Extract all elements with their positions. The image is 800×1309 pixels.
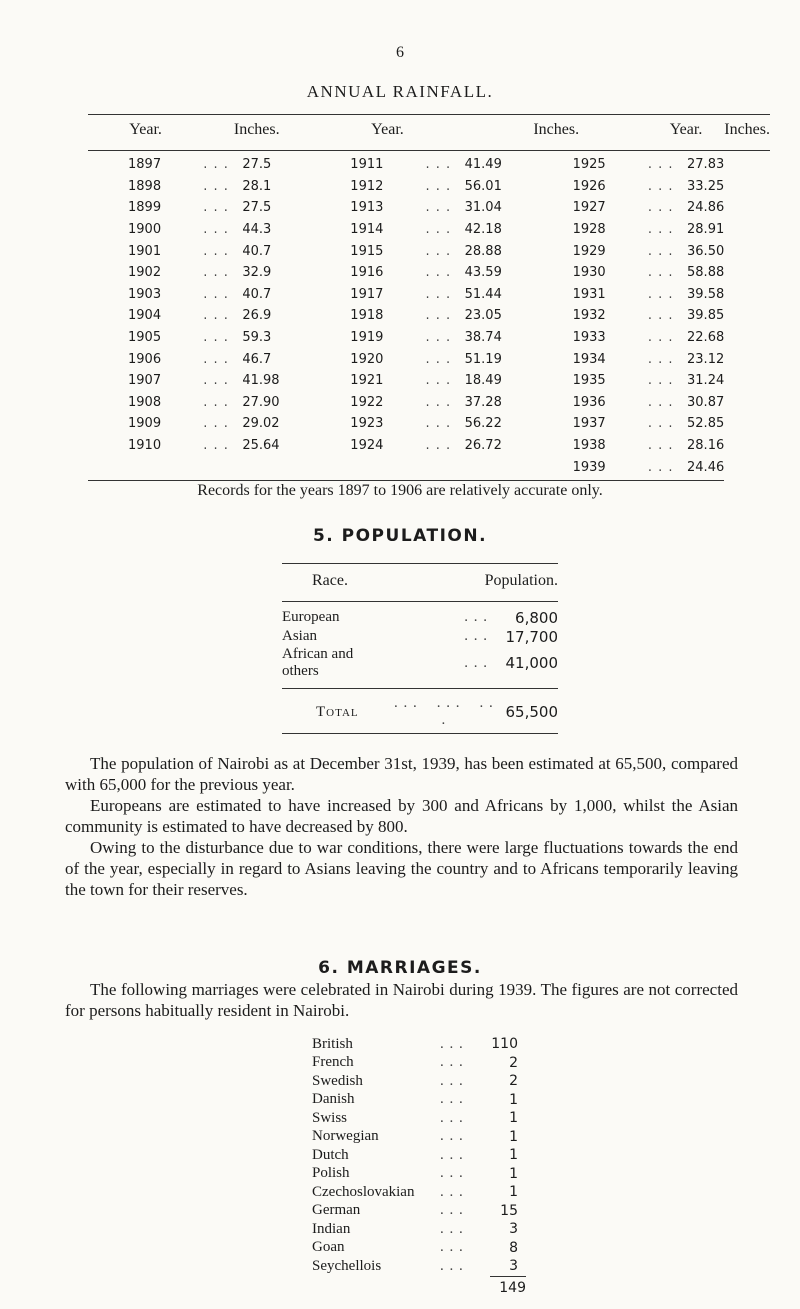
rainfall-inches-cell [242,456,310,480]
rainfall-year-cell [310,456,425,480]
population-total-row: Total . . . . . . . . . 65,500 [282,689,558,734]
rainfall-inches-cell: 31.24 [687,373,725,389]
rainfall-year-cell: 1936 [572,394,606,410]
rainfall-year-cell: 1904 [128,308,162,324]
rainfall-year-cell: 1914 [350,222,384,238]
marriage-nationality: Norwegian [312,1128,379,1145]
rainfall-year-cell: 1927 [572,200,606,216]
marriage-count: 1 [509,1165,518,1182]
rainfall-inches-cell: 42.18 [464,222,502,238]
population-row: African and others . . . 41,000 [282,646,558,689]
rainfall-year-cell: 1928 [572,222,606,238]
population-row: Asian . . . 17,700 [282,627,558,646]
rainfall-year-cell: 1915 [350,243,384,259]
rainfall-year-cell: 1913 [350,200,384,216]
rainfall-inches-cell: 24.46 [687,456,724,480]
rainfall-year-cell: 1930 [572,265,606,281]
rainfall-inches-cell: 18.49 [464,373,502,389]
rainfall-inches-cell: 58.88 [687,265,725,281]
marriages-heading: 6. MARRIAGES. [318,958,482,978]
rainfall-inches-cell: 28.1 [242,178,272,194]
population-row: European . . . 6,800 [282,602,558,628]
page-number: 6 [396,44,404,61]
rainfall-year-cell: 1911 [350,157,384,173]
rainfall-inches-cell: 32.9 [242,265,272,281]
rainfall-inches-cell: 23.05 [464,308,502,324]
rainfall-inches-cell: 27.5 [242,157,272,173]
rainfall-inches-cell: 40.7 [242,243,272,259]
marriage-row: French . . . 2 [312,1054,518,1071]
rainfall-inches-cell: 29.02 [242,416,280,432]
rainfall-inches-cell: 30.87 [687,394,725,410]
rainfall-year-cell: 1919 [350,330,384,346]
rainfall-year-cell: 1932 [572,308,606,324]
rainfall-row: 1897 . . . 27.5 1911 . . . 41.49 1925 . . . 27.83 [88,151,770,176]
rainfall-row: 1902 . . . 32.9 1916 . . . 43.59 1930 . . . 58.88 [88,262,770,284]
rainfall-year-cell [88,456,203,480]
rainfall-year-cell: 1937 [572,416,606,432]
population-total-value: 65,500 [496,689,558,734]
marriage-row: Polish . . . 1 [312,1165,518,1182]
marriage-count: 1 [509,1147,518,1164]
rainfall-year-cell: 1921 [350,373,384,389]
rainfall-inches-cell: 26.72 [464,438,502,454]
population-paragraph-2: Europeans are estimated to have increased by 300 and Africans by 1,000, whilst the Asian community is estimated to have decreased by 800. [65,796,738,836]
marriage-count: 110 [491,1036,518,1053]
rainfall-inches-cell: 37.28 [464,394,502,410]
marriage-count: 3 [509,1258,518,1275]
marriage-row: Indian . . . 3 [312,1220,518,1238]
population-total-label: Total [282,689,392,734]
rainfall-year-cell: 1938 [572,438,606,454]
rainfall-row: 1908 . . . 27.90 1922 . . . 37.28 1936 . . . 30.87 [88,392,770,414]
rainfall-inches-cell: 51.44 [464,286,502,302]
population-table [282,563,558,734]
rainfall-row: 1900 . . . 44.3 1914 . . . 42.18 1928 . . . 28.91 [88,219,770,241]
rainfall-year-cell: 1931 [572,286,606,302]
marriage-row: Swiss . . . 1 [312,1109,518,1127]
rainfall-inches-cell: 44.3 [242,222,272,238]
rainfall-year-cell: 1901 [128,243,162,259]
rainfall-inches-cell: 22.68 [687,330,725,346]
marriage-count: 1 [509,1128,518,1145]
rainfall-inches-cell: 39.85 [687,308,725,324]
rainfall-inches-cell: 39.58 [687,286,725,302]
rainfall-year-cell: 1924 [350,438,384,454]
rainfall-inches-cell: 36.50 [687,243,725,259]
marriages-total: 149 [499,1280,526,1296]
rainfall-inches-cell: 56.22 [464,416,502,432]
marriage-row: Swedish . . . 2 [312,1072,518,1090]
rainfall-year-cell: 1920 [350,351,384,367]
rainfall-inches-cell: 31.04 [464,200,502,216]
rainfall-year-cell: 1907 [128,373,162,389]
marriage-count: 1 [509,1184,518,1201]
rainfall-inches-cell: 26.9 [242,308,272,324]
marriage-row: British . . . 110 [312,1035,518,1053]
rainfall-inches-cell: 28.16 [687,438,725,454]
population-value: 41,000 [505,654,558,672]
marriage-count: 1 [509,1110,518,1127]
rainfall-inches-cell: 25.64 [242,438,280,454]
header-year-1: Year. [88,115,203,151]
marriage-nationality: Swiss [312,1109,348,1126]
rainfall-year-cell: 1912 [350,178,384,194]
marriage-row: Czechoslovakian . . . 1 [312,1183,518,1201]
rainfall-year-cell: 1916 [350,265,384,281]
marriage-row: Dutch . . . 1 [312,1146,518,1164]
marriages-table [312,1035,518,1276]
marriage-row: Seychellois . . . 3 [312,1257,518,1275]
rainfall-row: 1899 . . . 27.5 1913 . . . 31.04 1927 . . . 24.86 [88,197,770,219]
rainfall-year-cell: 1903 [128,286,162,302]
rainfall-year-cell: 1900 [128,222,162,238]
marriage-nationality: Polish [312,1165,350,1182]
marriage-count: 8 [509,1239,518,1256]
rainfall-row: 1939 . . . 24.46 [88,456,770,480]
marriage-nationality: Seychellois [312,1257,382,1274]
population-race: Asian [282,628,317,644]
marriages-intro: The following marriages were celebrated in Nairobi during 1939. The figures are not corrected for persons habitually resident in Nairobi. [65,980,738,1020]
rainfall-inches-cell: 23.12 [687,351,725,367]
marriage-row: Norwegian . . . 1 [312,1128,518,1145]
header-year-3: Year. [648,115,724,151]
marriage-count: 2 [509,1073,518,1090]
rainfall-year-cell: 1898 [128,178,162,194]
rainfall-year-cell: 1899 [128,200,162,216]
rainfall-inches-cell: 28.91 [687,222,725,238]
rainfall-row: 1909 . . . 29.02 1923 . . . 56.22 1937 . . . 52.85 [88,413,770,435]
rainfall-inches-cell: 43.59 [464,265,502,281]
population-paragraph-1: The population of Nairobi as at December 31st, 1939, has been estimated at 65,500, compared with 65,000 for the previous year. [65,754,738,794]
rainfall-inches-cell: 27.5 [242,200,272,216]
rainfall-inches-cell: 27.90 [242,394,280,410]
rainfall-year-cell: 1929 [572,243,606,259]
rainfall-year-cell: 1905 [128,330,162,346]
population-value: 6,800 [515,608,558,627]
rainfall-year-cell: 1909 [128,416,162,432]
marriage-nationality: French [312,1054,354,1071]
population-paragraph-3: Owing to the disturbance due to war conditions, there were large fluctuations towards the end of the year, especially in regard to Asians leaving the country and to Africans temporarily leaving the town for their reserves. [65,838,738,899]
rainfall-table [88,114,770,481]
rainfall-inches-cell: 52.85 [687,416,725,432]
rainfall-year-cell: 1925 [572,157,606,173]
rainfall-row: 1906 . . . 46.7 1920 . . . 51.19 1934 . . . 23.12 [88,348,770,370]
rainfall-inches-cell: 56.01 [464,178,502,194]
rainfall-inches-cell: 59.3 [242,330,272,346]
rainfall-row: 1905 . . . 59.3 1919 . . . 38.74 1933 . . . 22.68 [88,327,770,349]
rainfall-row: 1904 . . . 26.9 1918 . . . 23.05 1932 . . . 39.85 [88,305,770,327]
rainfall-body [88,151,770,481]
rainfall-year-cell: 1917 [350,286,384,302]
rainfall-row: 1898 . . . 28.1 1912 . . . 56.01 1926 . . . 33.25 [88,176,770,198]
marriage-nationality: Indian [312,1220,351,1237]
rainfall-title: ANNUAL RAINFALL. [306,82,494,101]
marriage-nationality: Goan [312,1239,345,1256]
marriage-count: 2 [509,1054,518,1071]
rainfall-row: 1901 . . . 40.7 1915 . . . 28.88 1929 . . . 36.50 [88,240,770,262]
rainfall-year-cell: 1918 [350,308,384,324]
rainfall-year-cell: 1902 [128,265,162,281]
marriage-nationality: Czechoslovakian [312,1183,415,1200]
rainfall-row: 1903 . . . 40.7 1917 . . . 51.44 1931 . . . 39.58 [88,284,770,306]
rainfall-year-cell: 1906 [128,351,162,367]
header-inches-2: Inches. [465,115,648,151]
population-value: 17,700 [505,627,558,646]
marriages-body [312,1035,518,1276]
population-race: African and others [282,646,354,679]
rainfall-inches-cell: 27.83 [687,157,725,173]
marriage-row: Danish . . . 1 [312,1091,518,1108]
rainfall-note: Records for the years 1897 to 1906 are relatively accurate only. [197,482,603,499]
header-year-2: Year. [310,115,464,151]
rainfall-year-cell: 1910 [128,438,162,454]
rainfall-year-cell: 1922 [350,394,384,410]
rainfall-inches-cell: 46.7 [242,351,272,367]
header-inches-1: Inches. [203,115,310,151]
rainfall-year-cell: 1939 [533,456,648,480]
rainfall-inches-cell: 33.25 [687,178,725,194]
rainfall-year-cell: 1926 [572,178,606,194]
marriage-nationality: German [312,1202,361,1219]
rainfall-inches-cell: 24.86 [687,200,725,216]
rainfall-year-cell: 1933 [572,330,606,346]
rainfall-inches-cell: 40.7 [242,286,272,302]
marriage-nationality: Danish [312,1091,355,1108]
rainfall-year-cell: 1935 [572,373,606,389]
population-heading: 5. POPULATION. [312,526,488,546]
marriage-row: Goan . . . 8 [312,1239,518,1256]
marriage-nationality: Swedish [312,1072,363,1089]
marriage-row: German . . . 15 [312,1202,518,1219]
marriage-count: 3 [509,1221,518,1238]
marriages-total-rule [490,1276,526,1277]
rainfall-header-row [88,115,770,151]
header-inches-3: Inches. [724,115,770,151]
rainfall-inches-cell: 38.74 [464,330,502,346]
marriage-nationality: Dutch [312,1146,349,1163]
rainfall-inches-cell [465,456,533,480]
marriage-count: 15 [500,1202,518,1219]
rainfall-year-cell: 1934 [572,351,606,367]
rainfall-row: 1907 . . . 41.98 1921 . . . 18.49 1935 . . . 31.24 [88,370,770,392]
rainfall-row: 1910 . . . 25.64 1924 . . . 26.72 1938 . . . 28.16 [88,435,770,457]
population-body [282,602,558,689]
rainfall-year-cell: 1908 [128,394,162,410]
population-header-row [282,564,558,602]
rainfall-year-cell: 1923 [350,416,384,432]
marriage-count: 1 [509,1091,518,1108]
header-race: Race. [282,564,392,602]
population-race: European [282,609,340,625]
rainfall-inches-cell: 28.88 [464,243,502,259]
rainfall-inches-cell: 41.49 [464,157,502,173]
rainfall-inches-cell: 51.19 [464,351,502,367]
rainfall-year-cell: 1897 [128,157,162,173]
marriage-nationality: British [312,1035,353,1052]
rainfall-inches-cell: 41.98 [242,373,280,389]
header-population: Population. [392,564,558,602]
